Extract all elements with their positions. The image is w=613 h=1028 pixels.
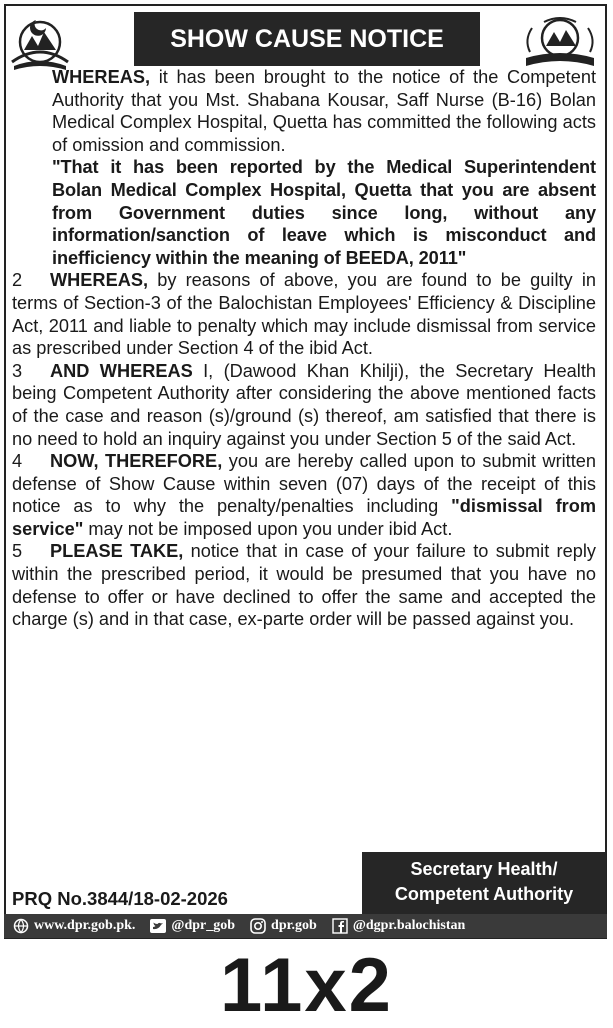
paragraph-1-text: it has been brought to the notice of the Competent Authority that you Mst. Shabana Kousar, Saff Nurse (B-16) Bolan Medical Complex Hospital, Quetta has committed the following acts of omission and commission. — [52, 67, 596, 155]
globe-icon — [12, 918, 30, 934]
facebook-text: @dgpr.balochistan — [352, 918, 466, 933]
paragraph-3-number: 3 — [12, 360, 23, 381]
paragraph-4-lead: NOW, THEREFORE, — [50, 451, 223, 472]
instagram-text: dpr.gob — [271, 918, 317, 933]
footer-twitter[interactable] — [149, 918, 235, 934]
paragraph-4-number: 4 — [12, 451, 23, 472]
footer-website[interactable] — [12, 918, 135, 934]
paragraph-5 — [12, 540, 596, 630]
paragraph-5-number: 5 — [12, 541, 23, 562]
paragraph-5-text: notice that in case of your failure to submit reply within the prescribed period, it would be presumed that you have no defense to offer or have declined to offer the same and accepted the charge (s) and in that case, ex-parte order will be passed against you. — [12, 541, 596, 630]
paragraph-5-lead: PLEASE TAKE, — [50, 541, 184, 562]
paragraph-4-emphasis: "dismissal from service" — [12, 496, 596, 539]
prq-number: PRQ No.3844/18-02-2026 — [12, 888, 228, 909]
ad-size-label: 11x2 — [220, 943, 393, 1028]
paragraph-4-text-b: may not be imposed upon you under ibid Act. — [83, 518, 453, 539]
allegation-quote: "That it has been reported by the Medical Superintendent Bolan Medical Complex Hospital, Quetta that you are absent from Government duties since long, without any information/sanction of leave which is misconduct and inefficiency within the meaning of BEEDA, 2011" — [52, 157, 596, 268]
department-emblem-icon — [520, 12, 600, 72]
signature-line-1: Secretary Health/ — [410, 859, 558, 879]
facebook-icon — [331, 918, 349, 934]
footer-bar — [4, 914, 607, 938]
paragraph-3-lead: AND WHEREAS — [50, 360, 193, 381]
signature-line-2: Competent Authority — [394, 884, 574, 904]
paragraph-3 — [12, 360, 596, 450]
footer-instagram[interactable] — [249, 918, 317, 934]
government-emblem-icon — [8, 12, 72, 72]
signature-block — [362, 852, 606, 914]
paragraph-4-text-a: you are hereby called upon to submit written defense of Show Cause within seven (07) days of the receipt of this notice as to why the penalty/penalties including — [12, 451, 596, 517]
paragraph-2 — [12, 269, 596, 359]
website-text: www.dpr.gob.pk. — [34, 918, 136, 933]
notice-title: SHOW CAUSE NOTICE — [134, 12, 480, 66]
paragraph-1-lead: WHEREAS, — [52, 67, 151, 87]
notice-body — [12, 66, 596, 631]
paragraph-2-lead: WHEREAS, — [50, 270, 149, 291]
paragraph-3-text: I, (Dawood Khan Khilji), the Secretary Health being Competent Authority after considering the above mentioned facts of the case and reason (s)/ground (s) thereof, am satisfied that there is no need to hold an inquiry against you under Section 5 of the said Act. — [12, 360, 596, 449]
twitter-icon — [149, 918, 167, 934]
twitter-text: @dpr_gob — [171, 918, 236, 933]
paragraph-1 — [12, 66, 596, 156]
paragraph-2-text: by reasons of above, you are found to be guilty in terms of Section-3 of the Balochistan Employees' Efficiency & Discipline Act, 2011 and liable to penalty which may include dismissal from service as prescribed under Section 4 of the ibid Act. — [12, 270, 596, 359]
footer-facebook[interactable] — [331, 918, 466, 934]
paragraph-2-number: 2 — [12, 270, 23, 291]
paragraph-4 — [12, 450, 596, 540]
instagram-icon — [249, 918, 267, 934]
